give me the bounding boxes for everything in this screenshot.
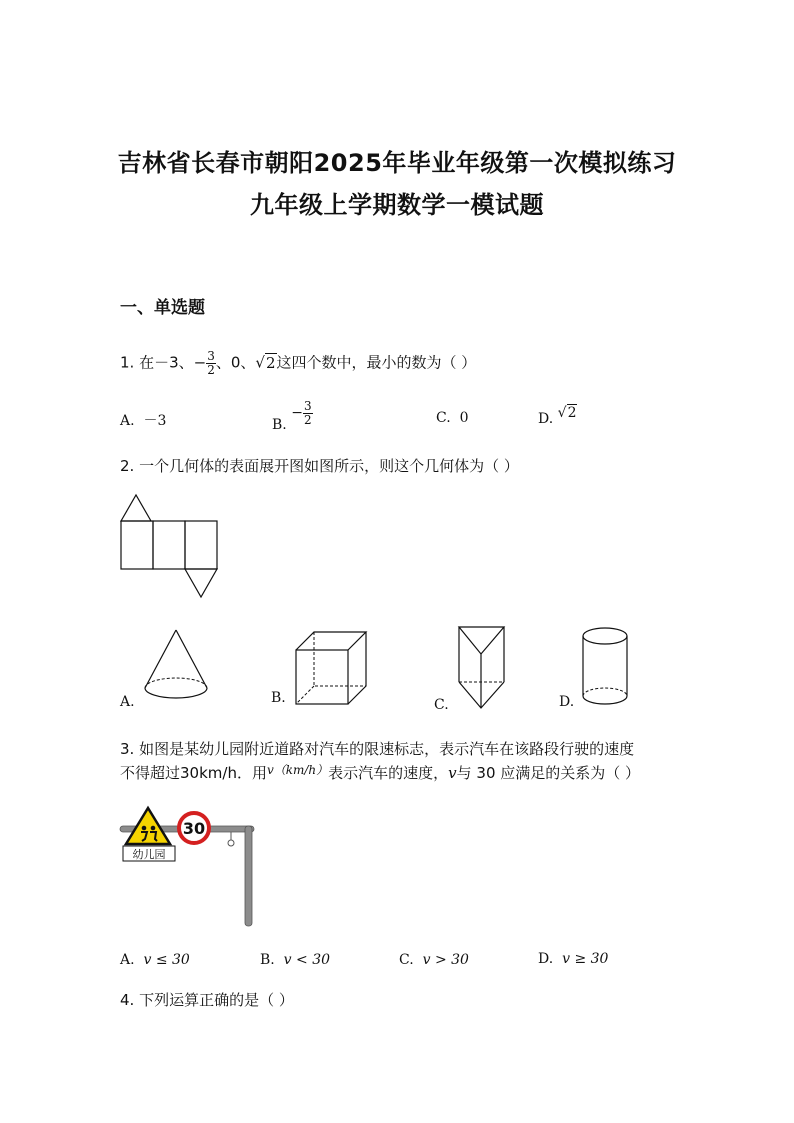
q2-option-b[interactable]: B.	[271, 690, 286, 706]
cylinder-shape	[580, 626, 632, 710]
q2-option-c[interactable]: C.	[434, 697, 449, 713]
q2-option-a[interactable]: A.	[120, 694, 135, 710]
cone-shape	[142, 628, 212, 708]
q1-option-d[interactable]: D. √2	[538, 405, 577, 427]
net-bottom-triangle	[185, 569, 217, 597]
question-3-line-2: 不得超过30km/h．用$^{v(km/h)}$表示汽车的速度，v与 30 应满足的关系为（ ）	[120, 763, 641, 782]
question-4: 4. 下列运算正确的是（ ）	[120, 991, 294, 1009]
prism-shape	[456, 624, 516, 714]
speed-limit-sign	[118, 806, 268, 931]
q1-option-b[interactable]: B. − $\frac{3}{2}$	[272, 399, 312, 434]
net-diagram	[118, 492, 238, 602]
net-face-3	[185, 521, 217, 569]
q3-option-c[interactable]: C. v > 30	[399, 952, 469, 968]
q1-option-a[interactable]: A. －3	[120, 413, 167, 429]
net-face-2	[153, 521, 185, 569]
q3-option-d[interactable]: D. v ≥ 30	[538, 951, 609, 967]
q3-option-a[interactable]: A. v ≤ 30	[120, 952, 190, 968]
sign-pole	[245, 826, 252, 926]
q1-fraction: $\frac{3}{2}$	[207, 349, 215, 377]
net-top-triangle	[121, 495, 151, 521]
cube-shape	[294, 630, 374, 710]
q2-option-d[interactable]: D.	[559, 694, 575, 710]
q1-mid: 、0、	[215, 353, 256, 372]
question-3-line-1: 3. 如图是某幼儿园附近道路对汽车的限速标志，表示汽车在该路段行驶的速度	[120, 740, 635, 758]
q1-option-c[interactable]: C. 0	[436, 410, 469, 426]
document-title: 吉林省长春市朝阳2025年毕业年级第一次模拟练习	[117, 149, 677, 177]
sign-label: 幼儿园	[132, 848, 166, 861]
document-subtitle: 九年级上学期数学一模试题	[250, 191, 544, 219]
section-heading: 一、单选题	[120, 298, 205, 318]
speed-limit-number: 30	[182, 819, 206, 838]
net-face-1	[121, 521, 153, 569]
q1-sqrt: √2	[255, 353, 276, 372]
q3-option-b[interactable]: B. v < 30	[260, 952, 331, 968]
question-2: 2. 一个几何体的表面展开图如图所示，则这个几何体为（ ）	[120, 457, 519, 475]
q1-prefix: 1. 在－3、	[120, 353, 194, 372]
q1-suffix: 这四个数中，最小的数为（ ）	[276, 353, 477, 372]
question-1: 1. 在－3、− $\frac{3}{2}$ 、0、√2这四个数中，最小的数为（ ）	[120, 349, 477, 377]
